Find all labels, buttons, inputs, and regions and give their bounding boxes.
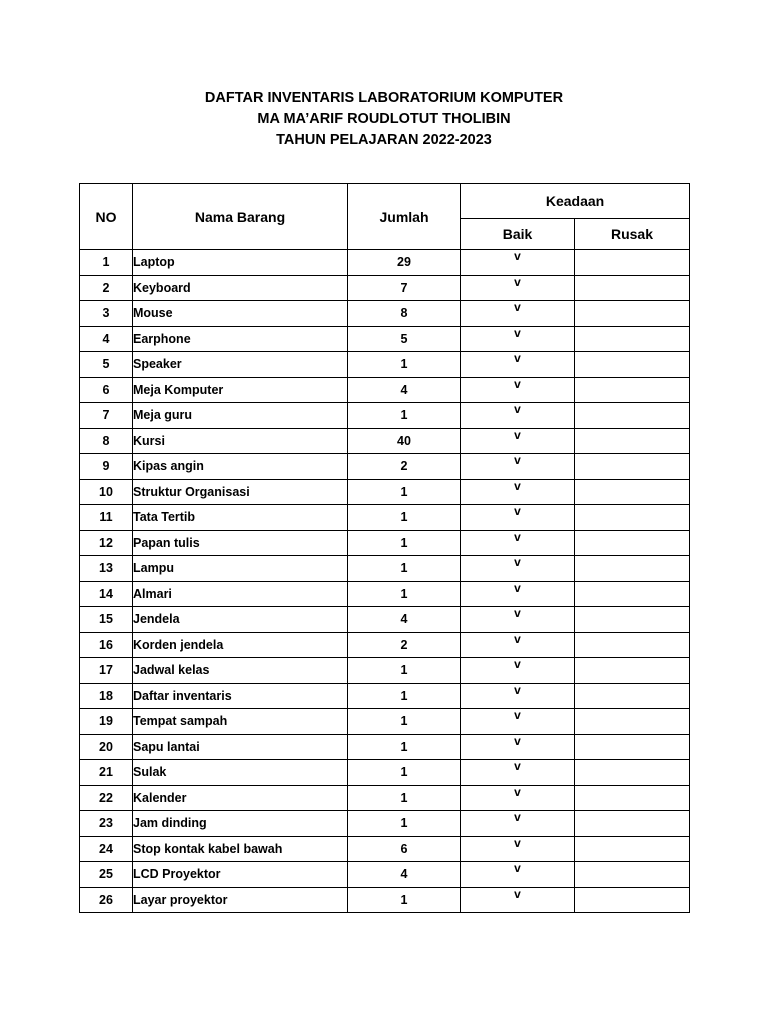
row-broken-check: [575, 352, 690, 378]
row-item-name: Earphone: [133, 326, 348, 352]
table-row: [80, 403, 690, 429]
row-broken-check: [575, 607, 690, 633]
row-number: 1: [80, 250, 133, 276]
title-line-2: MA MA’ARIF ROUDLOTUT THOLIBIN: [257, 111, 511, 127]
row-number: 22: [80, 785, 133, 811]
title-line-1: DAFTAR INVENTARIS LABORATORIUM KOMPUTER: [204, 90, 564, 106]
row-good-check: v: [461, 581, 575, 607]
title-line-3: TAHUN PELAJARAN 2022-2023: [276, 132, 492, 148]
row-number: 11: [80, 505, 133, 531]
row-number: 7: [80, 403, 133, 429]
row-item-name: Sulak: [133, 760, 348, 786]
row-quantity: 40: [348, 428, 461, 454]
row-number: 10: [80, 479, 133, 505]
row-quantity: 1: [348, 479, 461, 505]
row-item-name: Korden jendela: [133, 632, 348, 658]
row-broken-check: [575, 454, 690, 480]
row-item-name: Daftar inventaris: [133, 683, 348, 709]
row-broken-check: [575, 250, 690, 276]
row-quantity: 2: [348, 632, 461, 658]
row-quantity: 1: [348, 658, 461, 684]
row-item-name: Mouse: [133, 301, 348, 327]
header-qty: Jumlah: [348, 184, 461, 250]
row-item-name: Almari: [133, 581, 348, 607]
table-row: [80, 581, 690, 607]
row-quantity: 1: [348, 811, 461, 837]
row-quantity: 1: [348, 785, 461, 811]
row-broken-check: [575, 734, 690, 760]
row-item-name: Tata Tertib: [133, 505, 348, 531]
row-quantity: 7: [348, 275, 461, 301]
row-broken-check: [575, 377, 690, 403]
row-good-check: v: [461, 301, 575, 327]
row-item-name: Sapu lantai: [133, 734, 348, 760]
row-quantity: 4: [348, 607, 461, 633]
row-item-name: Lampu: [133, 556, 348, 582]
row-good-check: v: [461, 275, 575, 301]
row-good-check: v: [461, 836, 575, 862]
row-quantity: 1: [348, 734, 461, 760]
row-number: 17: [80, 658, 133, 684]
row-number: 26: [80, 887, 133, 913]
row-broken-check: [575, 428, 690, 454]
row-good-check: v: [461, 632, 575, 658]
row-item-name: LCD Proyektor: [133, 862, 348, 888]
table-row: [80, 505, 690, 531]
row-number: 16: [80, 632, 133, 658]
row-number: 15: [80, 607, 133, 633]
row-broken-check: [575, 326, 690, 352]
row-broken-check: [575, 683, 690, 709]
table-row: [80, 760, 690, 786]
table-row: [80, 709, 690, 735]
row-good-check: v: [461, 403, 575, 429]
row-good-check: v: [461, 326, 575, 352]
row-number: 8: [80, 428, 133, 454]
row-item-name: Jendela: [133, 607, 348, 633]
table-row: [80, 785, 690, 811]
row-item-name: Speaker: [133, 352, 348, 378]
row-quantity: 6: [348, 836, 461, 862]
header-condition: Keadaan: [461, 184, 690, 219]
row-number: 19: [80, 709, 133, 735]
row-good-check: v: [461, 250, 575, 276]
row-number: 23: [80, 811, 133, 837]
row-item-name: Meja guru: [133, 403, 348, 429]
row-quantity: 1: [348, 581, 461, 607]
row-quantity: 1: [348, 709, 461, 735]
table-body: [80, 250, 690, 913]
table-row: [80, 428, 690, 454]
row-item-name: Stop kontak kabel bawah: [133, 836, 348, 862]
row-item-name: Papan tulis: [133, 530, 348, 556]
table-row: [80, 479, 690, 505]
row-quantity: 1: [348, 760, 461, 786]
row-number: 5: [80, 352, 133, 378]
row-good-check: v: [461, 887, 575, 913]
row-quantity: 4: [348, 862, 461, 888]
table-header-row: [80, 184, 690, 219]
table-row: [80, 275, 690, 301]
row-good-check: v: [461, 760, 575, 786]
row-good-check: v: [461, 352, 575, 378]
row-broken-check: [575, 479, 690, 505]
row-good-check: v: [461, 377, 575, 403]
table-row: [80, 250, 690, 276]
row-quantity: 1: [348, 556, 461, 582]
row-number: 6: [80, 377, 133, 403]
row-number: 2: [80, 275, 133, 301]
row-good-check: v: [461, 505, 575, 531]
row-item-name: Jam dinding: [133, 811, 348, 837]
row-broken-check: [575, 581, 690, 607]
row-good-check: v: [461, 530, 575, 556]
row-good-check: v: [461, 556, 575, 582]
row-good-check: v: [461, 479, 575, 505]
row-item-name: Meja Komputer: [133, 377, 348, 403]
row-broken-check: [575, 530, 690, 556]
row-quantity: 1: [348, 505, 461, 531]
table-row: [80, 811, 690, 837]
row-good-check: v: [461, 709, 575, 735]
row-good-check: v: [461, 862, 575, 888]
row-quantity: 4: [348, 377, 461, 403]
document-title: [0, 88, 768, 151]
row-broken-check: [575, 301, 690, 327]
table-row: [80, 632, 690, 658]
row-number: 25: [80, 862, 133, 888]
table-row: [80, 530, 690, 556]
table-row: [80, 607, 690, 633]
row-broken-check: [575, 632, 690, 658]
row-quantity: 2: [348, 454, 461, 480]
inventory-table: [79, 183, 690, 913]
row-good-check: v: [461, 607, 575, 633]
row-quantity: 29: [348, 250, 461, 276]
row-quantity: 1: [348, 352, 461, 378]
table-row: [80, 454, 690, 480]
row-number: 9: [80, 454, 133, 480]
row-item-name: Kalender: [133, 785, 348, 811]
row-broken-check: [575, 658, 690, 684]
row-broken-check: [575, 275, 690, 301]
row-broken-check: [575, 887, 690, 913]
row-number: 13: [80, 556, 133, 582]
row-broken-check: [575, 785, 690, 811]
table-row: [80, 301, 690, 327]
header-broken: Rusak: [575, 219, 690, 250]
row-good-check: v: [461, 428, 575, 454]
table-row: [80, 862, 690, 888]
row-quantity: 5: [348, 326, 461, 352]
table-row: [80, 658, 690, 684]
row-item-name: Laptop: [133, 250, 348, 276]
row-good-check: v: [461, 683, 575, 709]
row-item-name: Layar proyektor: [133, 887, 348, 913]
row-good-check: v: [461, 811, 575, 837]
table-row: [80, 377, 690, 403]
row-broken-check: [575, 760, 690, 786]
table-row: [80, 836, 690, 862]
table-row: [80, 352, 690, 378]
row-number: 21: [80, 760, 133, 786]
row-good-check: v: [461, 658, 575, 684]
row-broken-check: [575, 862, 690, 888]
row-item-name: Struktur Organisasi: [133, 479, 348, 505]
row-broken-check: [575, 811, 690, 837]
row-item-name: Tempat sampah: [133, 709, 348, 735]
row-item-name: Kipas angin: [133, 454, 348, 480]
row-number: 12: [80, 530, 133, 556]
row-broken-check: [575, 556, 690, 582]
row-number: 4: [80, 326, 133, 352]
row-number: 14: [80, 581, 133, 607]
row-number: 3: [80, 301, 133, 327]
row-number: 18: [80, 683, 133, 709]
table-row: [80, 683, 690, 709]
row-quantity: 8: [348, 301, 461, 327]
row-broken-check: [575, 505, 690, 531]
table-row: [80, 326, 690, 352]
row-item-name: Keyboard: [133, 275, 348, 301]
row-item-name: Jadwal kelas: [133, 658, 348, 684]
row-quantity: 1: [348, 530, 461, 556]
row-item-name: Kursi: [133, 428, 348, 454]
row-good-check: v: [461, 454, 575, 480]
row-broken-check: [575, 709, 690, 735]
row-quantity: 1: [348, 683, 461, 709]
row-good-check: v: [461, 785, 575, 811]
row-quantity: 1: [348, 403, 461, 429]
table-row: [80, 556, 690, 582]
row-number: 20: [80, 734, 133, 760]
header-no: NO: [80, 184, 133, 250]
row-good-check: v: [461, 734, 575, 760]
header-good: Baik: [461, 219, 575, 250]
table-row: [80, 887, 690, 913]
table-row: [80, 734, 690, 760]
row-broken-check: [575, 836, 690, 862]
row-number: 24: [80, 836, 133, 862]
header-name: Nama Barang: [133, 184, 348, 250]
row-broken-check: [575, 403, 690, 429]
row-quantity: 1: [348, 887, 461, 913]
